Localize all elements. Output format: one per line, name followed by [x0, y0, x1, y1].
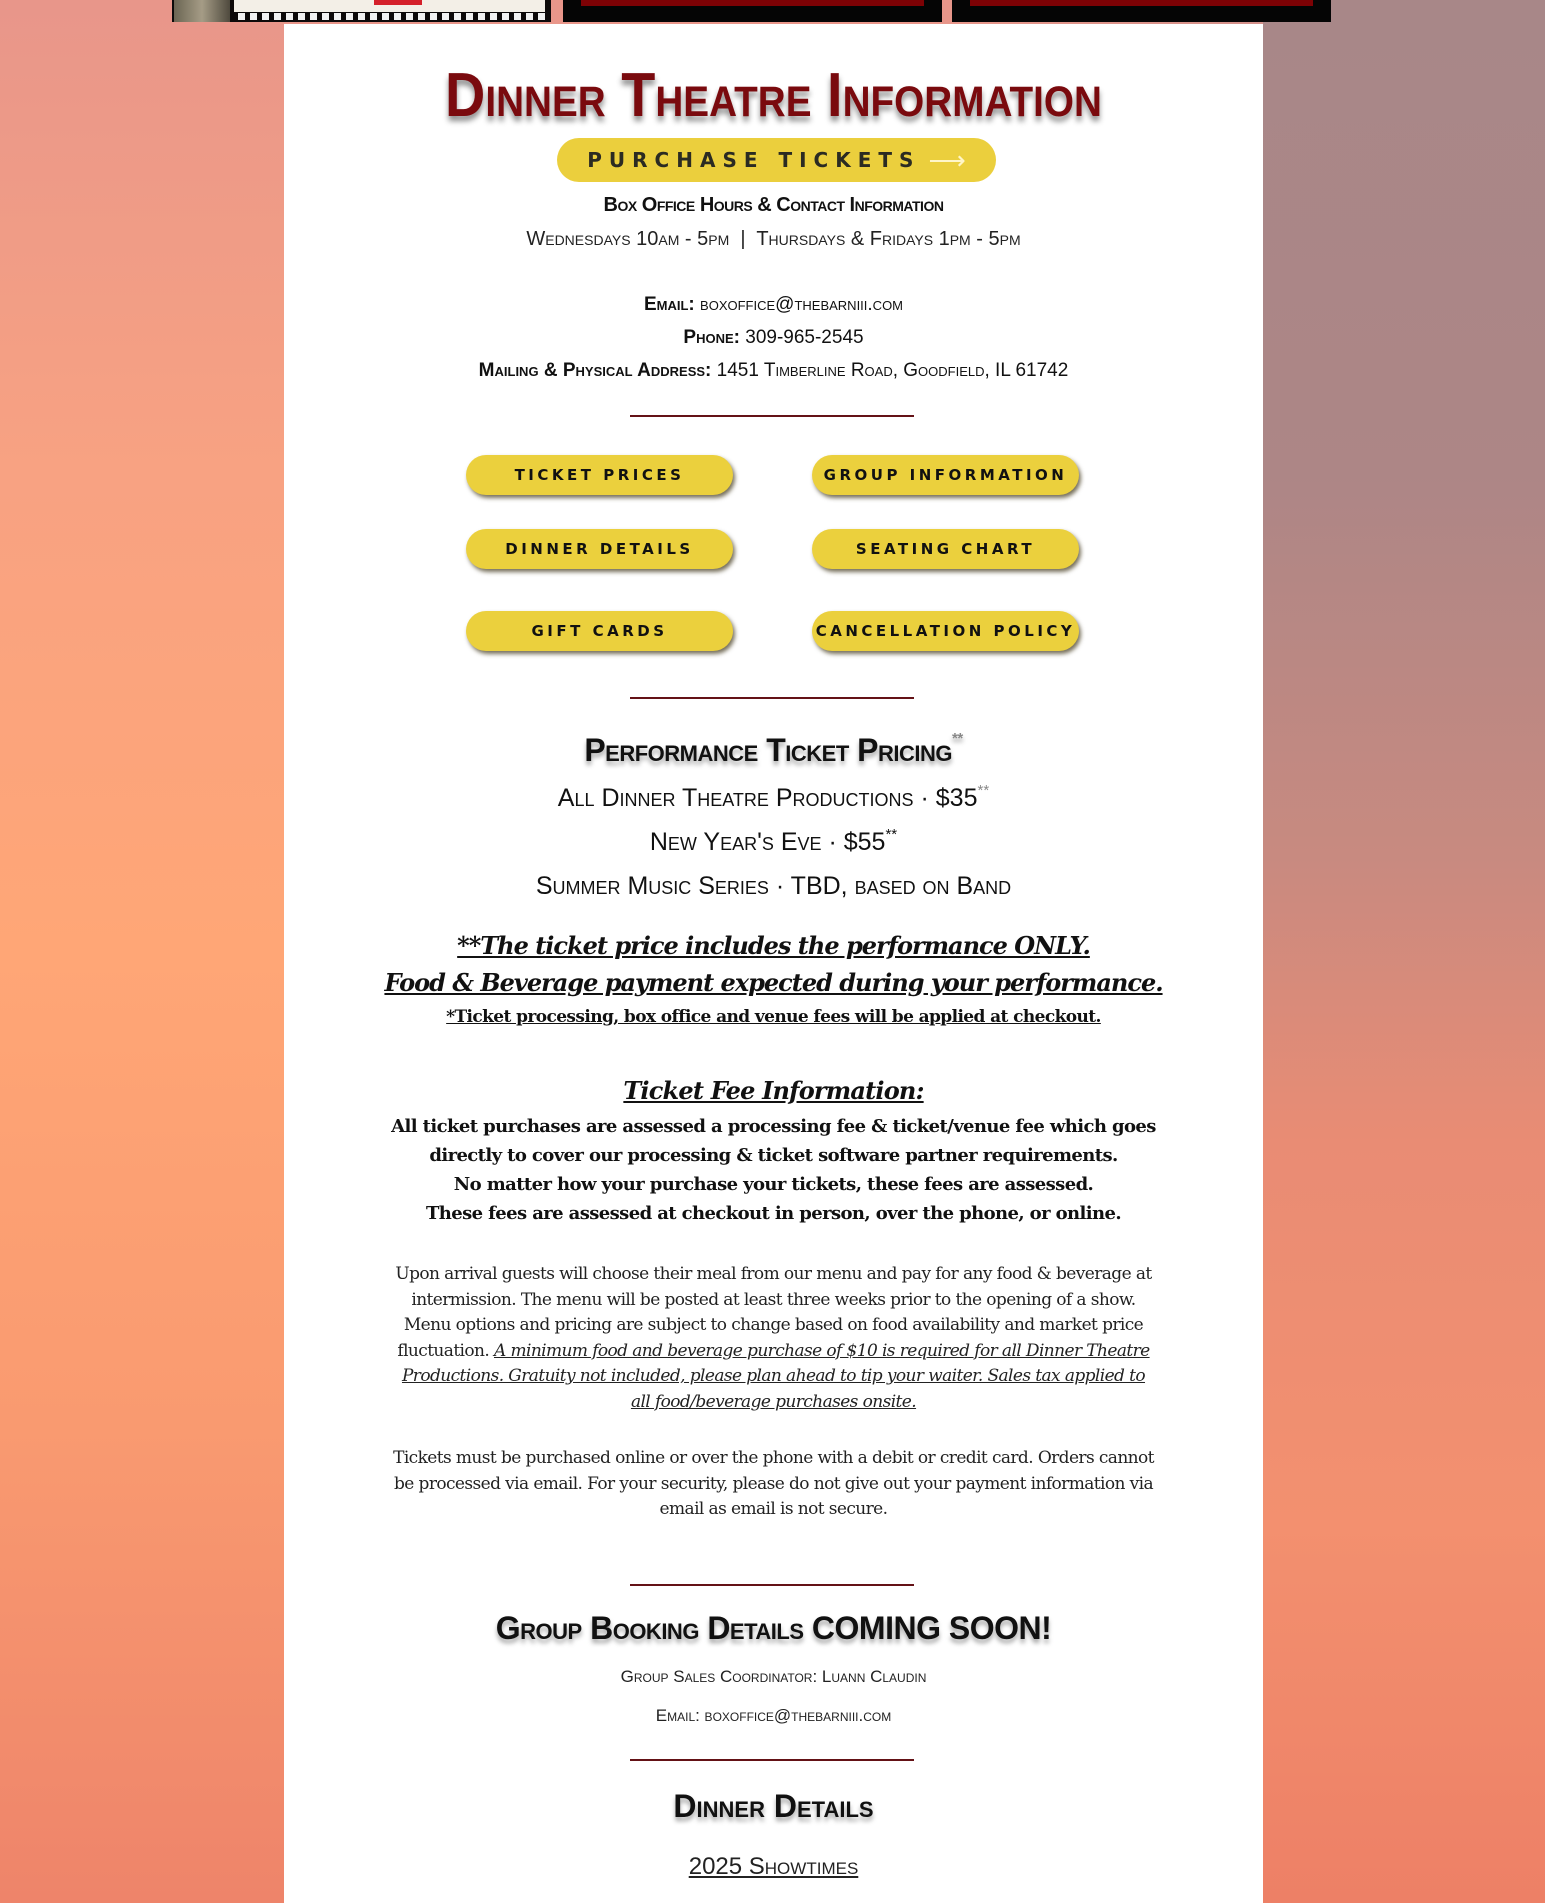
showtimes-link: 2025 Showtimes [688, 1853, 859, 1880]
fee-heading: Ticket Fee Information: [623, 1076, 924, 1105]
gift-cards-button[interactable]: GIFT CARDS [466, 611, 733, 651]
box-office-heading: Box Office Hours & Contact Information [603, 194, 944, 216]
group-heading: Group Booking Details COMING SOON! [495, 1610, 1052, 1646]
address-value: 1451 Timberline Road, Goodfield, IL 61742 [716, 360, 1069, 381]
box-office-hours: Wednesdays 10am - 5pm | Thursdays & Fridays 1pm - 5pm [526, 228, 1021, 250]
cancellation-policy-button[interactable]: CANCELLATION POLICY [812, 611, 1079, 651]
divider [630, 1759, 914, 1761]
banner-image-2 [563, 0, 942, 22]
pricing-fee-note: *Ticket processing, box office and venue fees will be applied at checkout. [446, 1007, 1101, 1027]
group-information-button[interactable]: GROUP INFORMATION [812, 455, 1079, 495]
banner-image-3 [952, 0, 1331, 22]
fee-text: All ticket purchases are assessed a processing fee & ticket/venue fee which goes directly to cover our processing & ticket software partner requirements. No matter how your purchase your tickets, these fees are assessed. These fees are assessed at checkout in person, over the phone, or online. [391, 1116, 1156, 1224]
arrow-right-icon: ⟶ [928, 145, 966, 175]
dinner-details-heading: Dinner Details [673, 1788, 874, 1824]
price-line: All Dinner Theatre Productions · $35** [557, 782, 990, 812]
divider [630, 697, 914, 699]
pricing-note-line2: Food & Beverage payment expected during your performance. [384, 968, 1163, 997]
purchase-tickets-button[interactable] [557, 138, 996, 182]
email-label: Email: [643, 294, 695, 315]
content-panel [284, 24, 1263, 1903]
payment-info-paragraph: Tickets must be purchased online or over the phone with a debit or credit card. Orders cannot be processed via email. For your security, please do not give out your payment information via email as email is not secure. [393, 1448, 1154, 1519]
purchase-tickets-label: PURCHASE TICKETS [587, 148, 921, 172]
phone-label: Phone: [683, 327, 740, 348]
page-title: Dinner Theatre Information [445, 61, 1102, 130]
pricing-note-line1: **The ticket price includes the performance ONLY. [457, 931, 1090, 960]
group-email[interactable]: Email: boxoffice@thebarniii.com [655, 1706, 892, 1725]
background-right [1263, 0, 1545, 1903]
address-line [284, 360, 1263, 382]
phone-line [284, 327, 1263, 349]
email-link[interactable]: boxoffice@thebarniii.com [700, 294, 904, 315]
meal-info-paragraph: Upon arrival guests will choose their meal from our menu and pay for any food & beverage at intermission. The menu will be posted at least three weeks prior to the opening of a show. Menu options and pricing are subject to change based on food availability and market price fluctuation. A minimum food and beverage purchase of $10 is required for all Dinner Theatre Productions. Gratuity not included, please plan ahead to tip your waiter. Sales tax applied to all food/beverage purchases onsite. [395, 1264, 1152, 1412]
phone-link[interactable]: 309-965-2545 [745, 327, 864, 348]
film-strip-image [172, 0, 551, 22]
price-line: New Year's Eve · $55** [649, 826, 898, 856]
price-line: Summer Music Series · TBD, based on Band [535, 872, 1012, 900]
divider [630, 1584, 914, 1586]
seating-chart-button[interactable]: SEATING CHART [812, 529, 1079, 569]
divider [630, 415, 914, 417]
dinner-details-button[interactable]: DINNER DETAILS [466, 529, 733, 569]
address-label: Mailing & Physical Address: [478, 360, 712, 381]
ticket-prices-button[interactable]: TICKET PRICES [466, 455, 733, 495]
email-line [284, 294, 1263, 316]
pricing-heading: Performance Ticket Pricing** [584, 730, 963, 768]
group-coordinator: Group Sales Coordinator: Luann Claudin [620, 1667, 927, 1686]
